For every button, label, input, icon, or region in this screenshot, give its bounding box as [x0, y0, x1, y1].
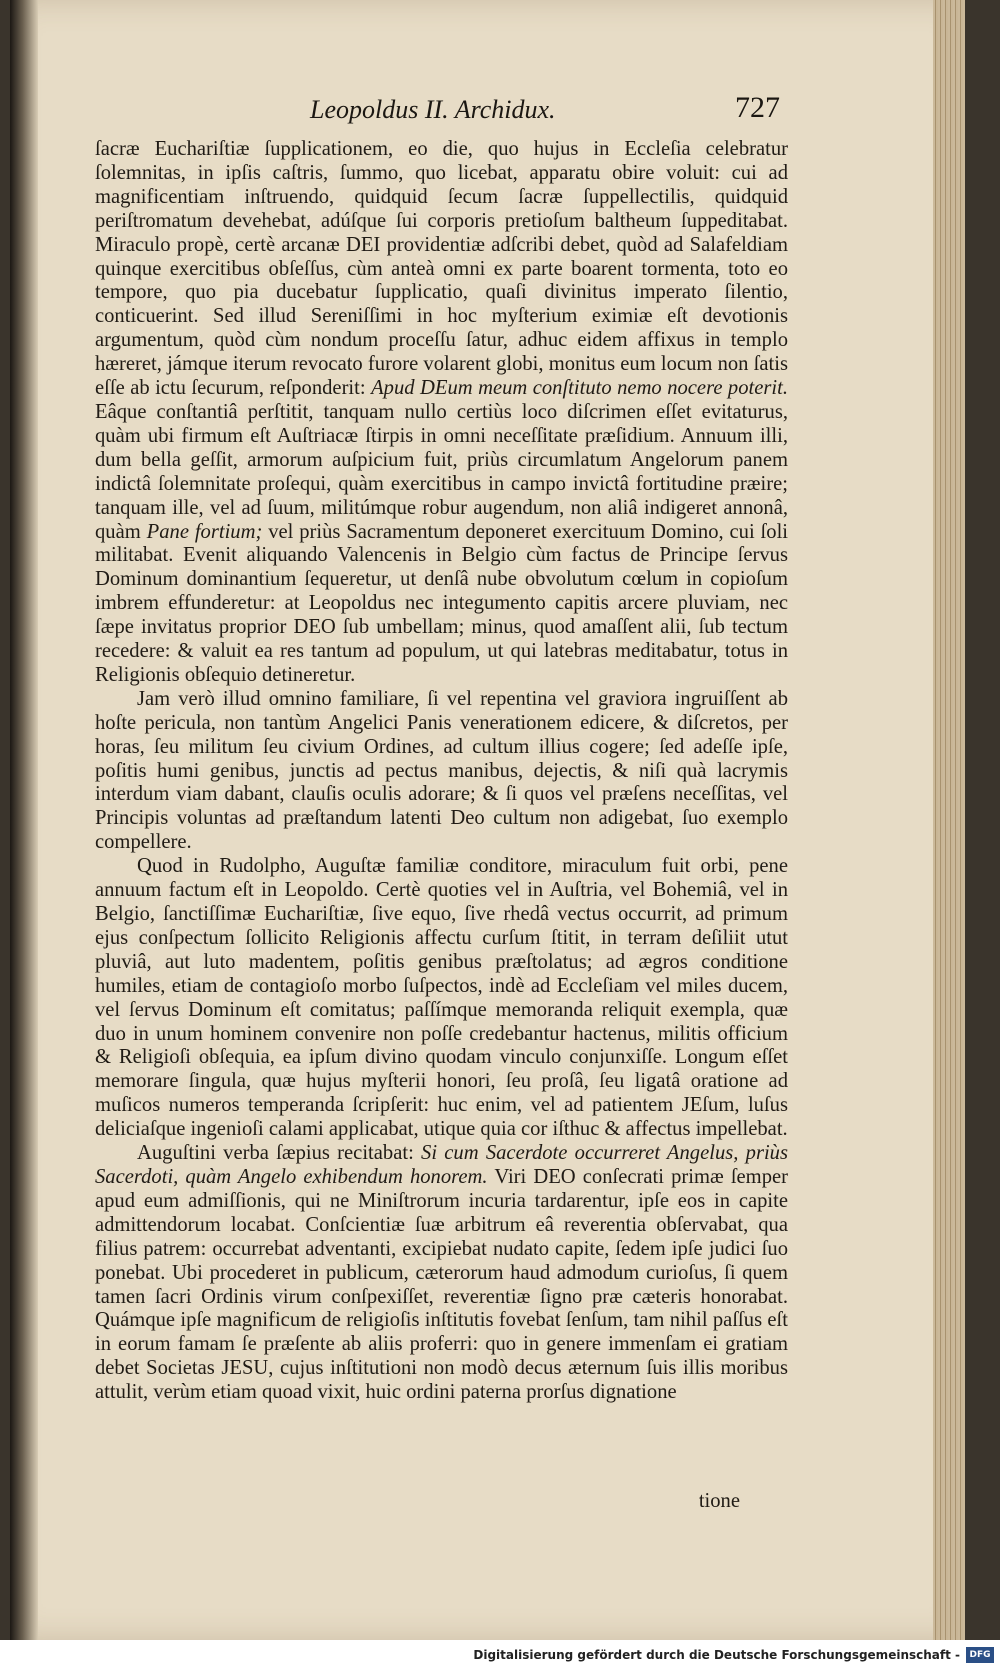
- page-header: [310, 91, 780, 135]
- page-edge: [933, 0, 965, 1640]
- italic-quote: Apud DEum meum conſtituto nemo nocere poterit.: [371, 377, 788, 400]
- catchword: tione: [698, 1490, 740, 1512]
- paragraph-3: Quod in Rudolpho, Auguſtæ familiæ conditore, miraculum fuit orbi, pene annuum factum eſt in Leopoldo. Certè quoties vel in Auſtria, vel Bohemiâ, vel in Belgio, ſanctiſſimæ Euchariſtiæ, ſive equo, ſive rhedâ vectus occurrit, ad primum ejus conſpectum ſollicito Religionis affectu curſum ſtitit, in terram deſiliit utut pluviâ, aut luto madentem, poſitis genibus præſtolatus; ad ægros conditione humiles, etiam de contagioſo morbo ſuſpectos, indè ad Eccleſiam vel miles ducem, vel ſervus Dominum eſt comitatus; paſſímque memoranda reliquit exempla, quæ duo in unum hominem convenire non poſſe credebantur hactenus, militis officium & Religioſi obſequia, ea ipſum divino quodam vinculo conjunxiſſe. Longum eſſet memorare ſingula, quæ hujus myſterii honori, ſeu proſâ, ſeu ligatâ oratione ad muſicos numeros temperanda ſcripſerit: huc enim, vel ad patientem JEſum, luſus deliciaſque ingenioſi calami applicabat, utique quia cor iſthuc & affectus impellebat.: [95, 855, 788, 1141]
- book-page: [10, 0, 965, 1640]
- paragraph-4: Auguſtini verba ſæpius recitabat: Si cum Sacerdote occurreret Angelus, priùs Sacerdoti, quàm Angelo exhibendum honorem. Viri DEO conſecrati primæ ſemper apud eum admiſſionis, qui ne Miniſtrorum incuria tardarentur, ipſe eos in capite admittendorum locabat. Conſcientiæ ſuæ arbitrum eâ reverentia obſervabat, qua filius patrem: occurrebat adventanti, excipiebat nudato capite, ſedem ipſe judici ſuo ponebat. Ubi procederet in publicum, cæterorum haud admodum curioſus, ſi quem tamen ſacri Ordinis virum conſpexiſſet, reverentiæ ſigno præ cæteris honorabat. Quámque ipſe magnificum de religioſis inſtitutis fovebat ſenſum, tam nihil paſſus eſt in eorum famam ſe præſente ab aliis proferri: quo in genere immenſam ei gratiam debet Societas JESU, cujus inſtitutioni non modò decus æternum ſuis illis moribus attulit, verùm etiam quoad vixit, huic ordini paterna prorſus dignatione: [95, 1142, 788, 1404]
- italic-quote: Si cum Sacerdote occurreret Angelus, priùs Sacerdoti, quàm Angelo exhibendum honorem.: [95, 1142, 788, 1188]
- digitization-footer: [0, 1640, 1000, 1672]
- page-gutter: [10, 0, 38, 1640]
- running-title: Leopoldus II. Archidux.: [310, 95, 556, 124]
- page-number: 727: [735, 91, 780, 124]
- paragraph-2: Jam verò illud omnino familiare, ſi vel repentina vel graviora ingruiſſent ab hoſte pericula, non tantùm Angelici Panis venerationem edicere, & diſcretos, per horas, ſeu militum ſeu civium Ordines, ad cultum illius cogere; ſed adeſſe ipſe, poſitis humi genibus, junctis ad pectus manibus, dejectis, & niſi quà lacrymis interdum viam dabant, clauſis oculis adorare; & ſi quos vel præſens neceſſitas, vel Principis voluntas ad præſtandum latenti Deo cultum non adigebat, ſuo exemplo compellere.: [95, 687, 788, 854]
- footer-credit: Digitalisierung gefördert durch die Deutsche Forschungsgemeinschaft -: [473, 1648, 960, 1662]
- dfg-logo: DFG: [966, 1647, 994, 1663]
- body-text: [95, 138, 788, 1405]
- paragraph-1: ſacræ Euchariſtiæ ſupplicationem, eo die, quo hujus in Eccleſia celebratur ſolemnitas, in ipſis caſtris, ſummo, quo licebat, apparatu obire voluit: cui ad magnificentiam inſtruendo, quidquid ſecum ſacræ ſuppellectilis, quidquid periſtromatum devehebat, adúſque ſui corporis pretioſum baltheum ſuppeditabat. Miraculo propè, certè arcanæ DEI providentiæ adſcribi debet, quòd ad Salafeldiam quinque exercitibus obſeſſus, cùm anteà omni ex parte boarent tormenta, toto eo tempore, quo pia ducebatur ſupplicatio, quaſi divinitus imperato ſilentio, conticuerint. Sed illud Sereniſſimi in hoc myſterium eximiæ eſt devotionis argumentum, quòd cùm nondum proceſſu ſatur, adhuc eidem affixus in templo hæreret, jámque iterum revocato furore volarent globi, monitus eum locum non ſatis eſſe ab ictu ſecurum, reſponderit: Apud DEum meum conſtituto nemo nocere poterit. Eâque conſtantiâ perſtitit, tanquam nullo certiùs loco diſcrimen eſſet evitaturus, quàm ubi firmum eſt Auſtriacæ ſtirpis in omni neceſſitate præſidium. Annuum illi, dum bella geſſit, armorum auſpicium fuit, priùs circumlatum Angelorum panem indictâ ſolemnitate proſequi, quàm exercitibus in campo invictâ fortitudine præire; tanquam ille, vel ad ſuum, militúmque robur augendum, non aliâ indigeret annonâ, quàm Pane fortium; vel priùs Sacramentum deponeret exercituum Domino, cui ſoli militabat. Evenit aliquando Valencenis in Belgio cùm factus de Principe ſervus Dominum dominantium ſequeretur, ut denſâ nube obvolutum cœlum in copioſum imbrem effunderetur: at Leopoldus nec integumento capitis arcere pluviam, nec ſæpe invitatus proprior DEO ſub umbellam; minus, quod amaſſent alii, ſub tectum recedere: & valuit ea res tantum ad populum, ut qui latebras meditabatur, totus in Religionis obſequio detineretur.: [95, 138, 789, 686]
- italic-quote: Pane fortium;: [146, 520, 263, 543]
